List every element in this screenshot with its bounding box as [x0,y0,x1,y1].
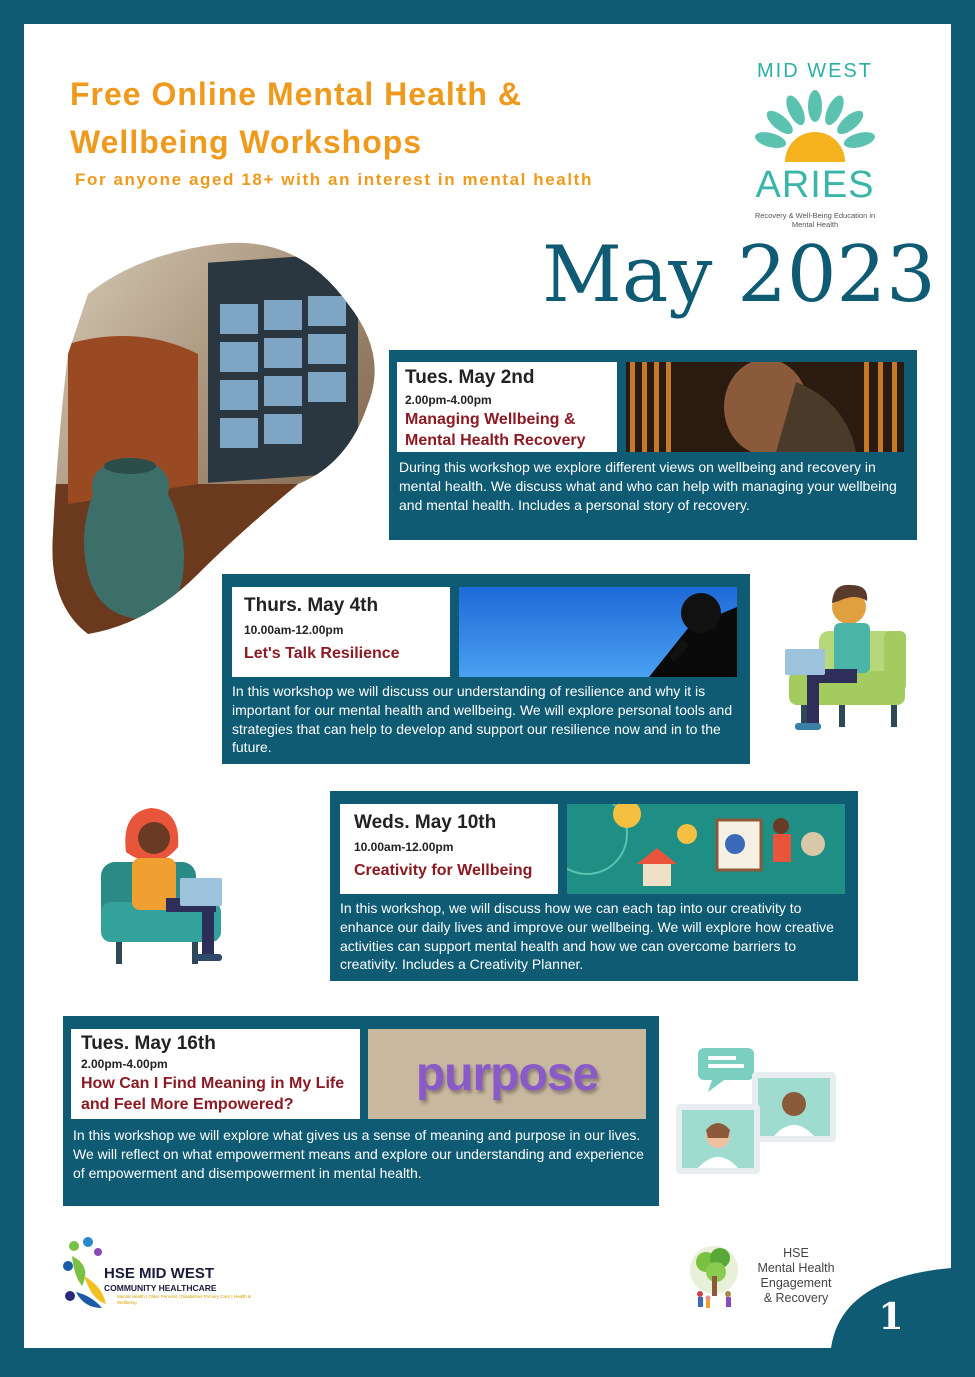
hse-subtitle: COMMUNITY HEALTHCARE [104,1283,217,1293]
mher-line-2: Mental Health [757,1261,835,1275]
workshop-card-4 [63,1016,659,1206]
hse-mid-west-logo [62,1236,262,1316]
workshop-3-time: 10.00am-12.00pm [354,840,454,854]
workshop-2-header [232,587,450,677]
month-heading: May 2023 [542,230,936,320]
workshop-2-photo [459,587,737,677]
workshop-1-time: 2.00pm-4.00pm [405,393,492,407]
woman-laptop-illustration [96,802,236,967]
workshop-2-time: 10.00am-12.00pm [244,623,344,637]
workshop-4-header [71,1029,360,1119]
aries-logo [740,54,890,234]
workshop-3-day: Weds. May 10th [354,812,497,833]
hse-services: Mental Health | Older Persons | Disabilities Primary Care | Health & Wellbeing [117,1294,252,1305]
workshop-3-illustration [567,804,845,894]
workshop-1-title: Managing Wellbeing & Mental Health Recovery [405,411,586,449]
workshop-1-header [397,362,617,452]
page-number: 1 [878,1296,904,1338]
video-chat-illustration [674,1046,839,1176]
title-line-2: Wellbeing Workshops [70,124,423,160]
workshop-3-description: In this workshop, we will discuss how we can each tap into our creativity to enhance our daily lives and improve our wellbeing. We will explore how creative activities can support mental health and how we can overcome barriers to creativity. Includes a Creativity Planner. [340,900,834,973]
workshop-4-time: 2.00pm-4.00pm [81,1057,168,1071]
mher-line-3: Engagement [760,1276,832,1290]
workshop-1-photo [626,362,904,452]
hse-name: HSE MID WEST [104,1265,215,1282]
mher-line-4: & Recovery [763,1291,829,1305]
workshop-2-description: In this workshop we will discuss our understanding of resilience and why it is important for our mental health and wellbeing. We will explore personal tools and strategies that can help to develop and support our resilience now and in to the future. [232,683,733,756]
workshop-3-title: Creativity for Wellbeing [354,862,533,879]
workshop-card-3 [330,791,858,981]
workshop-card-1 [389,350,917,540]
flyer-title [70,70,690,166]
aries-tagline: Recovery & Well-Being Education in Mental Health [754,211,876,229]
aries-name: ARIES [755,164,875,206]
hse-mental-health-engagement-logo [688,1240,848,1320]
tree-family-icon [688,1242,740,1314]
workshop-4-title: How Can I Find Meaning in My Life and Feel More Empowered? [81,1075,345,1113]
workshop-card-2 [222,574,750,764]
title-line-1: Free Online Mental Health & [70,76,522,112]
page-number-corner [831,1268,951,1348]
workshop-2-title: Let's Talk Resilience [244,645,400,662]
person-laptop-illustration [779,579,914,734]
workshop-4-description: In this workshop we will explore what gives us a sense of meaning and purpose in our lives. We will reflect on what empowerment means and explore our understanding and experience of empowerment and disempowerment in mental health. [73,1127,644,1181]
aries-region: MID WEST [757,60,873,82]
flyer-page [24,24,951,1348]
workshop-1-description: During this workshop we explore different views on wellbeing and recovery in mental health. We discuss what and who can help with managing your wellbeing and mental health. Includes a personal story of recovery. [399,459,897,513]
hse-figures-icon [62,1236,107,1311]
workshop-2-day: Thurs. May 4th [244,595,379,616]
workshop-4-day: Tues. May 16th [81,1033,216,1054]
flyer-subtitle: For anyone aged 18+ with an interest in mental health [75,170,593,189]
purpose-letters: purpose [415,1047,599,1101]
mher-line-1: HSE [783,1246,809,1260]
workshop-4-photo [368,1029,646,1119]
workshop-3-header [340,804,558,894]
workshop-1-day: Tues. May 2nd [405,367,535,388]
